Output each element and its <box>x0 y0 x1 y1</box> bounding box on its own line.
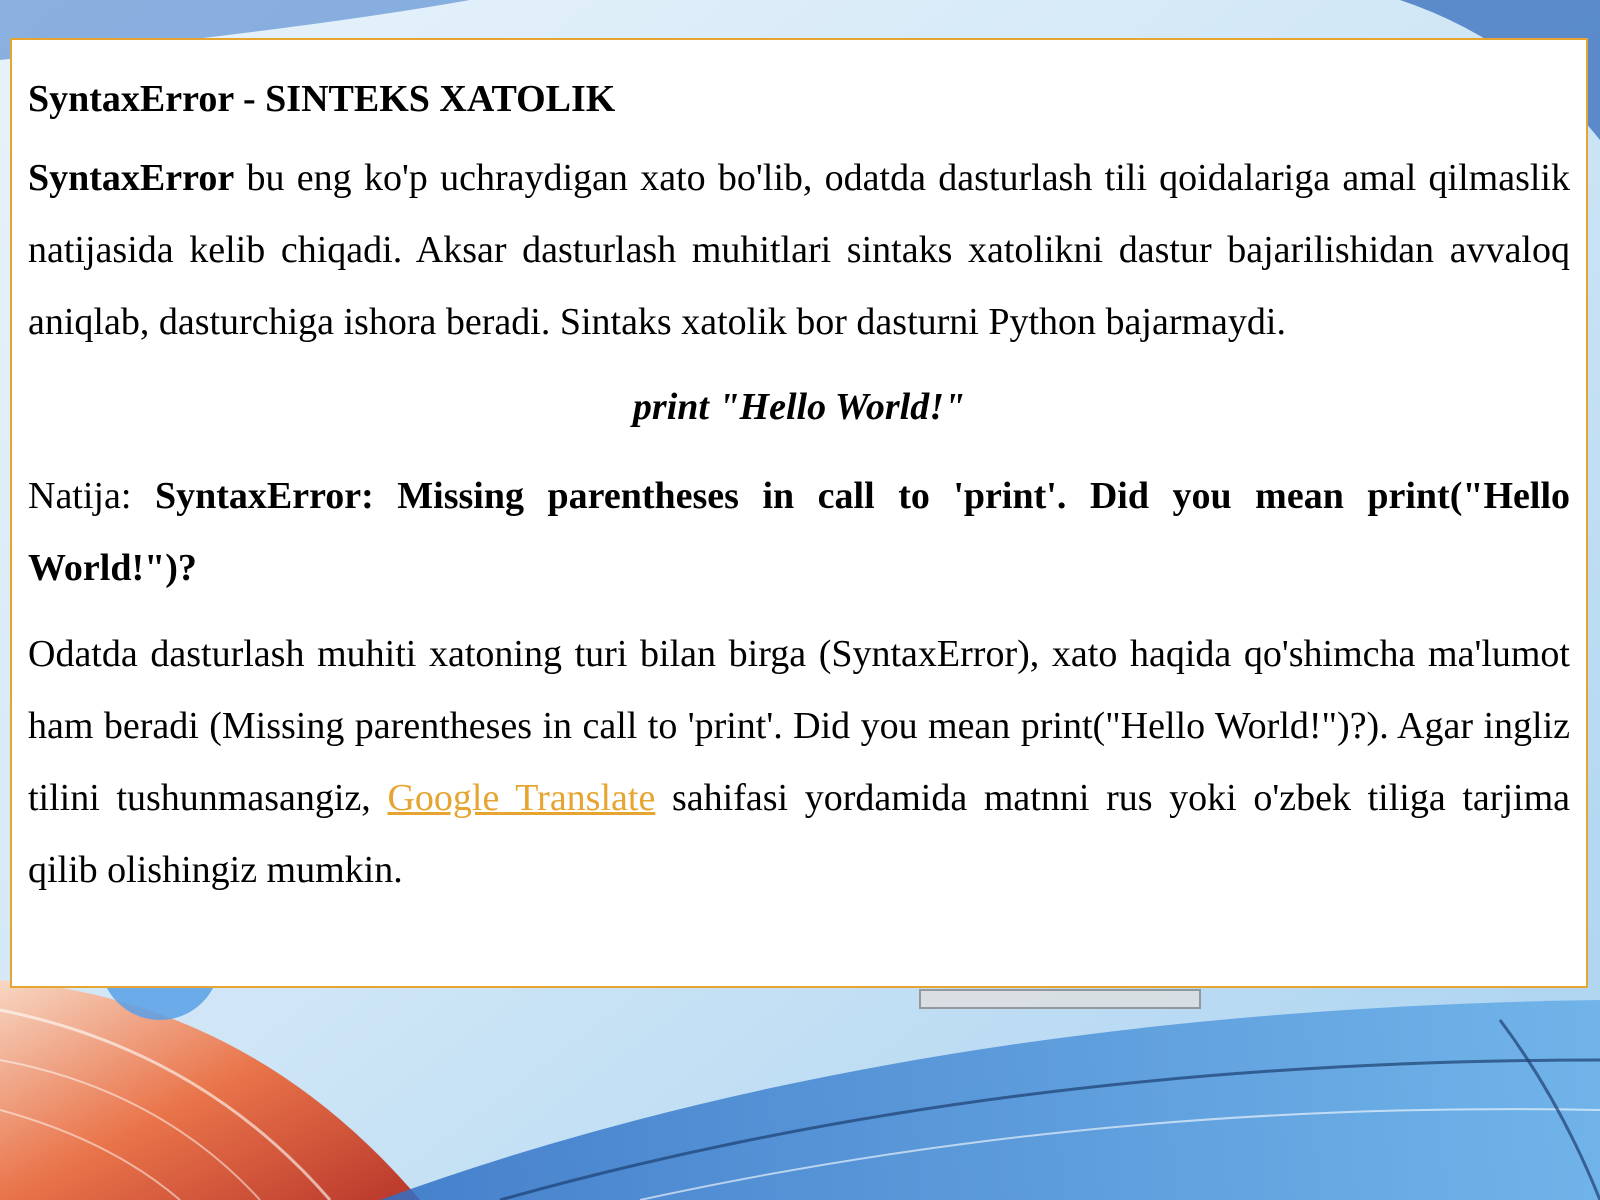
term-syntaxerror: SyntaxError <box>28 157 235 199</box>
explanation-text-after: sahifasi yordamida matnni rus yoki o'zbek tiliga tarjima qilib olishingiz mumkin. <box>28 777 1570 891</box>
paragraph-intro <box>28 142 1570 358</box>
paragraph-explanation <box>28 618 1570 906</box>
content-panel <box>10 38 1588 988</box>
code-example: print "Hello World!" <box>632 386 966 428</box>
google-translate-link[interactable]: Google Translate <box>387 777 656 819</box>
explanation-text-before: Odatda dasturlash muhiti xatoning turi bilan birga (SyntaxError), xato haqida qo'shimcha ma'lumot ham beradi (Missing parentheses in call to 'print'. Did you mean print("Hello World!")?). Agar ingliz tilini tushunmasangiz, <box>28 633 1570 819</box>
paragraph-intro-text: bu eng ko'p uchraydigan xato bo'lib, odatda dasturlash tili qoidalariga amal qilmaslik natijasida kelib chiqadi. Aksar dasturlash muhitlari sintaks xatolikni dastur bajarilishidan avvaloq aniqlab, dasturchiga ishora beradi. Sintaks xatolik bor dasturni Python bajarmaydi. <box>28 157 1570 343</box>
result-message: SyntaxError: Missing parentheses in call to 'print'. Did you mean print("Hello World!")? <box>28 475 1571 589</box>
slide-heading: SyntaxError - SINTEKS XATOLIK <box>28 78 616 120</box>
result-label: Natija: <box>28 475 155 517</box>
result-paragraph <box>28 460 1570 604</box>
